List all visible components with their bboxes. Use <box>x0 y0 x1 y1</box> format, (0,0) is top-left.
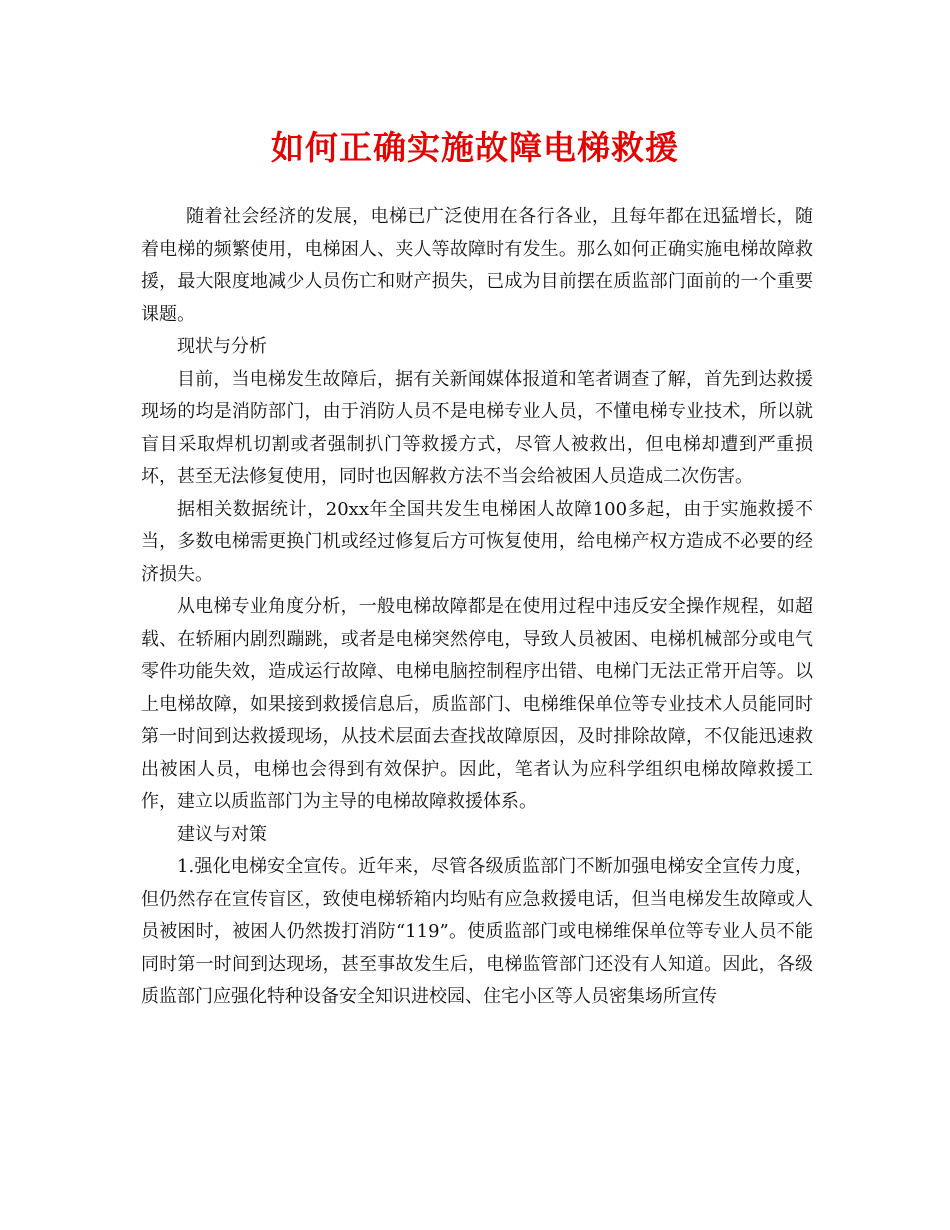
intro-paragraph: 随着社会经济的发展，电梯已广泛使用在各行各业，且每年都在迅猛增长，随着电梯的频繁使用，电梯困人、夹人等故障时有发生。那么如何正确实施电梯故障救援，最大限度地减少人员伤亡和财产损失，已成为目前摆在质监部门面前的一个重要课题。 <box>141 206 813 325</box>
body-paragraph: 据相关数据统计，20xx年全国共发生电梯困人故障100多起，由于实施救援不当，多数电梯需更换门机或经过修复后方可恢复使用，给电梯产权方造成不必要的经济损失。 <box>141 498 813 585</box>
document-title: 如何正确实施故障电梯救援 <box>271 128 679 167</box>
section-heading-status-analysis: 现状与分析 <box>177 336 267 357</box>
section-heading-suggestions: 建议与对策 <box>177 823 267 845</box>
body-paragraph: 从电梯专业角度分析，一般电梯故障都是在使用过程中违反安全操作规程，如超载、在轿厢内剧烈蹦跳，或者是电梯突然停电，导致人员被困、电梯机械部分或电气零件功能失效，造成运行故障、电梯电脑控制程序出错、电梯门无法正常开启等。以上电梯故障，如果接到救援信息后，质监部门、电梯维保单位等专业技术人员能同时第一时间到达救援现场，从技术层面去查找故障原因，及时排除故障，不仅能迅速救出被困人员，电梯也会得到有效保护。因此，笔者认为应科学组织电梯故障救援工作，建立以质监部门为主导的电梯故障救援体系。 <box>141 596 813 812</box>
body-paragraph: 目前，当电梯发生故障后，据有关新闻媒体报道和笔者调查了解，首先到达救援现场的均是消防部门，由于消防人员不是电梯专业人员，不懂电梯专业技术，所以就盲目采取焊机切割或者强制扒门等救援方式，尽管人被救出，但电梯却遭到严重损坏，甚至无法修复使用，同时也因解救方法不当会给被困人员造成二次伤害。 <box>141 368 813 487</box>
body-paragraph: 1.强化电梯安全宣传。近年来，尽管各级质监部门不断加强电梯安全宣传力度，但仍然存在宣传盲区，致使电梯轿箱内均贴有应急救援电话，但当电梯发生故障或人员被困时，被困人仍然拨打消防“119”。使质监部门或电梯维保单位等专业人员不能同时第一时间到达现场，甚至事故发生后，电梯监管部门还没有人知道。因此，各级质监部门应强化特种设备安全知识进校园、住宅小区等人员密集场所宣传 <box>141 856 813 1007</box>
document-body <box>141 201 813 1014</box>
